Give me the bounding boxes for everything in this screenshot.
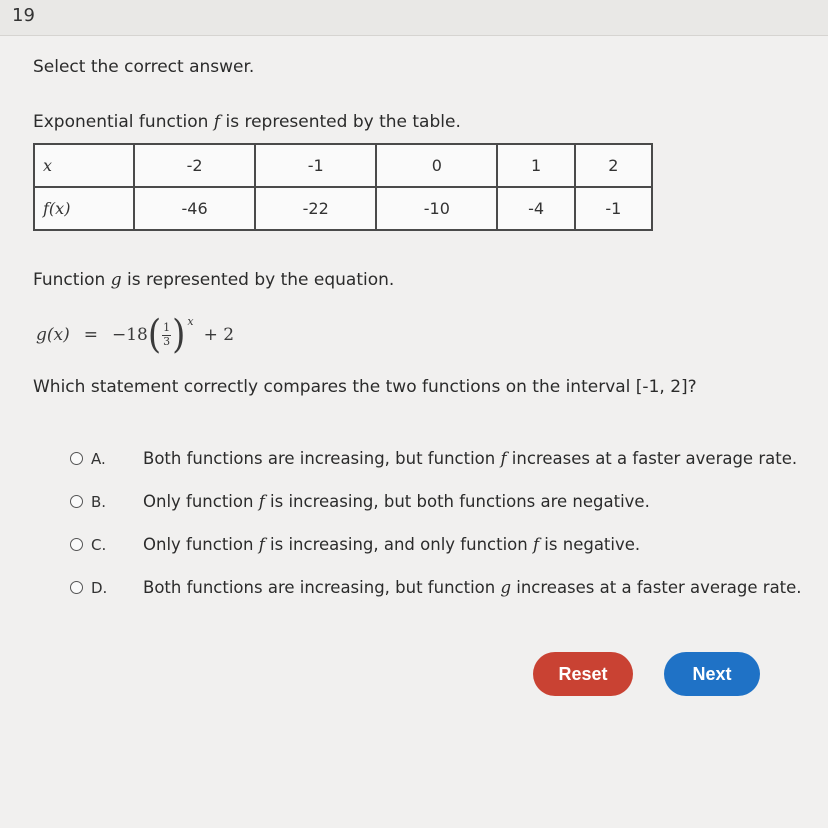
radio-button-c[interactable] — [70, 538, 83, 551]
option-text: Both functions are increasing, but function f increases at a faster average rate. — [143, 449, 798, 468]
equation-constant: + 2 — [203, 325, 235, 345]
equation-lhs: g(x) — [36, 325, 70, 345]
question-header — [0, 0, 828, 36]
answer-options — [70, 437, 820, 609]
table-cell: -4 — [497, 187, 574, 230]
table-cell: -2 — [134, 144, 255, 187]
option-c[interactable] — [70, 523, 820, 566]
radio-button-d[interactable] — [70, 581, 83, 594]
option-letter: C. — [91, 535, 107, 554]
option-text: Only function f is increasing, but both functions are negative. — [143, 492, 650, 511]
table-cell: -1 — [575, 187, 652, 230]
equation-fraction — [162, 322, 171, 347]
table-intro: Exponential function f is represented by the table. — [33, 112, 461, 132]
equation-g — [36, 305, 234, 365]
equation-exponent: x — [187, 314, 194, 328]
function-table — [33, 143, 653, 231]
table-cell: 1 — [497, 144, 574, 187]
function-g-intro: Function g is represented by the equation. — [33, 270, 395, 290]
instruction-text: Select the correct answer. — [33, 57, 255, 77]
table-row-x — [34, 144, 652, 187]
next-button[interactable]: Next — [664, 652, 760, 696]
table-cell: 0 — [376, 144, 497, 187]
radio-button-b[interactable] — [70, 495, 83, 508]
option-letter: A. — [91, 449, 106, 468]
option-a[interactable] — [70, 437, 820, 480]
option-text: Only function f is increasing, and only function f is negative. — [143, 535, 641, 554]
fraction-denominator: 3 — [163, 334, 171, 348]
option-d[interactable] — [70, 566, 820, 609]
table-cell: -22 — [255, 187, 376, 230]
table-header-x: x — [34, 144, 134, 187]
table-cell: -10 — [376, 187, 497, 230]
table-cell: 2 — [575, 144, 652, 187]
option-letter: B. — [91, 492, 107, 511]
equation-coefficient: −18 — [111, 325, 148, 345]
equation-equals: = — [83, 325, 98, 345]
left-paren: ( — [147, 312, 162, 358]
table-cell: -1 — [255, 144, 376, 187]
option-text: Both functions are increasing, but function g increases at a faster average rate. — [143, 578, 802, 597]
table-header-fx: f(x) — [34, 187, 134, 230]
right-paren: ) — [172, 312, 186, 358]
table-cell: -46 — [134, 187, 255, 230]
question-number: 19 — [12, 5, 35, 26]
radio-button-a[interactable] — [70, 452, 83, 465]
fraction-numerator: 1 — [163, 321, 171, 335]
question-prompt: Which statement correctly compares the two functions on the interval [-1, 2]? — [33, 377, 697, 397]
reset-button[interactable]: Reset — [533, 652, 633, 696]
table-row-fx — [34, 187, 652, 230]
option-b[interactable] — [70, 480, 820, 523]
option-letter: D. — [91, 578, 108, 597]
